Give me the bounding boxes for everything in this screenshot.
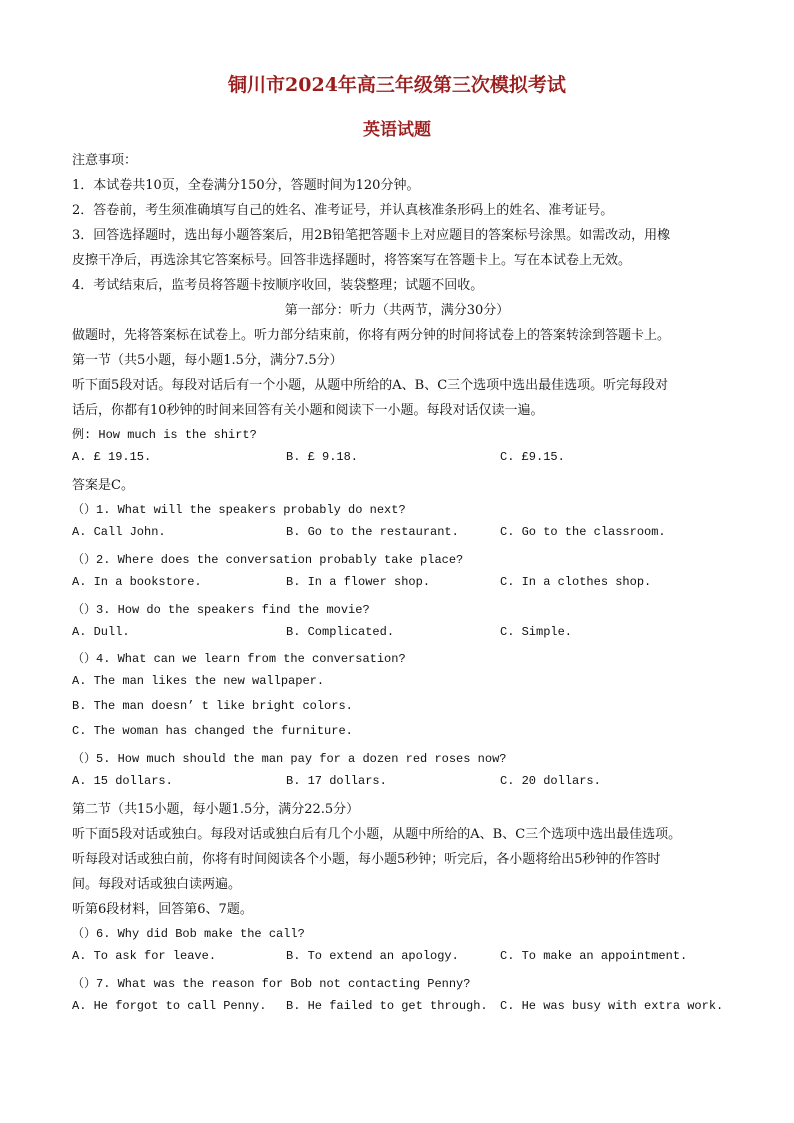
exam-title: 铜川市2024年高三年级第三次模拟考试 — [228, 74, 566, 96]
option-c: C. £9.15. — [500, 450, 565, 464]
example-answer: 答案是C。 — [72, 478, 134, 493]
option-a: A. £ 19.15. — [72, 450, 152, 464]
section2-instruction: 间。每段对话或独白读两遍。 — [72, 877, 242, 892]
option-b: B. £ 9.18. — [286, 450, 359, 464]
note-item: 2．答卷前，考生须准确填写自己的姓名、准考证号，并认真核准条形码上的姓名、准考证号。 — [72, 203, 614, 218]
option-c: C. In a clothes shop. — [500, 575, 652, 589]
question-1: （）1. What will the speakers probably do next? — [72, 503, 406, 517]
note-item: 4．考试结束后，监考员将答题卡按顺序收回，装袋整理；试题不回收。 — [72, 278, 484, 293]
option-b: B. To extend an apology. — [286, 949, 459, 963]
option-a: A. Dull. — [72, 625, 130, 639]
section2-instruction: 听每段对话或独白前，你将有时间阅读各个小题，每小题5秒钟；听完后，各小题将给出5秒钟的作答时 — [72, 852, 661, 867]
option-a: A. To ask for leave. — [72, 949, 217, 963]
example-question: 例: How much is the shirt? — [72, 428, 257, 442]
option-c: C. To make an appointment. — [500, 949, 688, 963]
option-b: B. In a flower shop. — [286, 575, 431, 589]
note-item: 1．本试卷共10页，全卷满分150分，答题时间为120分钟。 — [72, 178, 420, 193]
section1-heading: 第一节（共5小题，每小题1.5分，满分7.5分） — [72, 353, 343, 368]
section1-instruction: 听下面5段对话。每段对话后有一个小题，从题中所给的A、B、C三个选项中选出最佳选项。听完每段对 — [72, 378, 669, 393]
part1-instruction: 做题时，先将答案标在试卷上。听力部分结束前，你将有两分钟的时间将试卷上的答案转涂到答题卡上。 — [72, 328, 671, 343]
note-item: 皮擦干净后，再选涂其它答案标号。回答非选择题时，将答案写在答题卡上。写在本试卷上无效。 — [72, 253, 632, 268]
notes-heading: 注意事项： — [72, 153, 138, 168]
option-c: C. Simple. — [500, 625, 573, 639]
note-item: 3．回答选择题时，选出每小题答案后，用2B铅笔把答题卡上对应题目的答案标号涂黑。如需改动，用橡 — [72, 228, 671, 243]
option-b: B. He failed to get through. — [286, 999, 488, 1013]
question-2: （）2. Where does the conversation probably take place? — [72, 553, 464, 567]
section2-heading: 第二节（共15小题，每小题1.5分，满分22.5分） — [72, 802, 360, 817]
option-b: B. Complicated. — [286, 625, 395, 639]
option-c: C. Go to the classroom. — [500, 525, 666, 539]
section2-instruction: 听下面5段对话或独白。每段对话或独白后有几个小题，从题中所给的A、B、C三个选项中选出最佳选项。 — [72, 827, 682, 842]
option-a: A. He forgot to call Penny. — [72, 999, 267, 1013]
option-b: B. Go to the restaurant. — [286, 525, 459, 539]
question-4: （）4. What can we learn from the conversation? — [72, 652, 406, 666]
part1-heading: 第一部分：听力（共两节，满分30分） — [284, 303, 510, 318]
option-a: A. Call John. — [72, 525, 166, 539]
question-6: （）6. Why did Bob make the call? — [72, 927, 305, 941]
material-6-heading: 听第6段材料，回答第6、7题。 — [72, 902, 253, 917]
option-c: C. 20 dollars. — [500, 774, 601, 788]
option-a: A. The man likes the new wallpaper. — [72, 674, 325, 688]
option-b: B. The man doesn’ t like bright colors. — [72, 699, 353, 713]
section1-instruction: 话后，你都有10秒钟的时间来回答有关小题和阅读下一小题。每段对话仅读一遍。 — [72, 403, 544, 418]
option-c: C. The woman has changed the furniture. — [72, 724, 353, 738]
question-5: （）5. How much should the man pay for a dozen red roses now? — [72, 752, 507, 766]
exam-subtitle: 英语试题 — [363, 120, 431, 140]
option-b: B. 17 dollars. — [286, 774, 387, 788]
question-7: （）7. What was the reason for Bob not contacting Penny? — [72, 977, 471, 991]
option-c: C. He was busy with extra work. — [500, 999, 724, 1013]
option-a: A. 15 dollars. — [72, 774, 173, 788]
option-a: A. In a bookstore. — [72, 575, 202, 589]
question-3: （）3. How do the speakers find the movie? — [72, 603, 370, 617]
